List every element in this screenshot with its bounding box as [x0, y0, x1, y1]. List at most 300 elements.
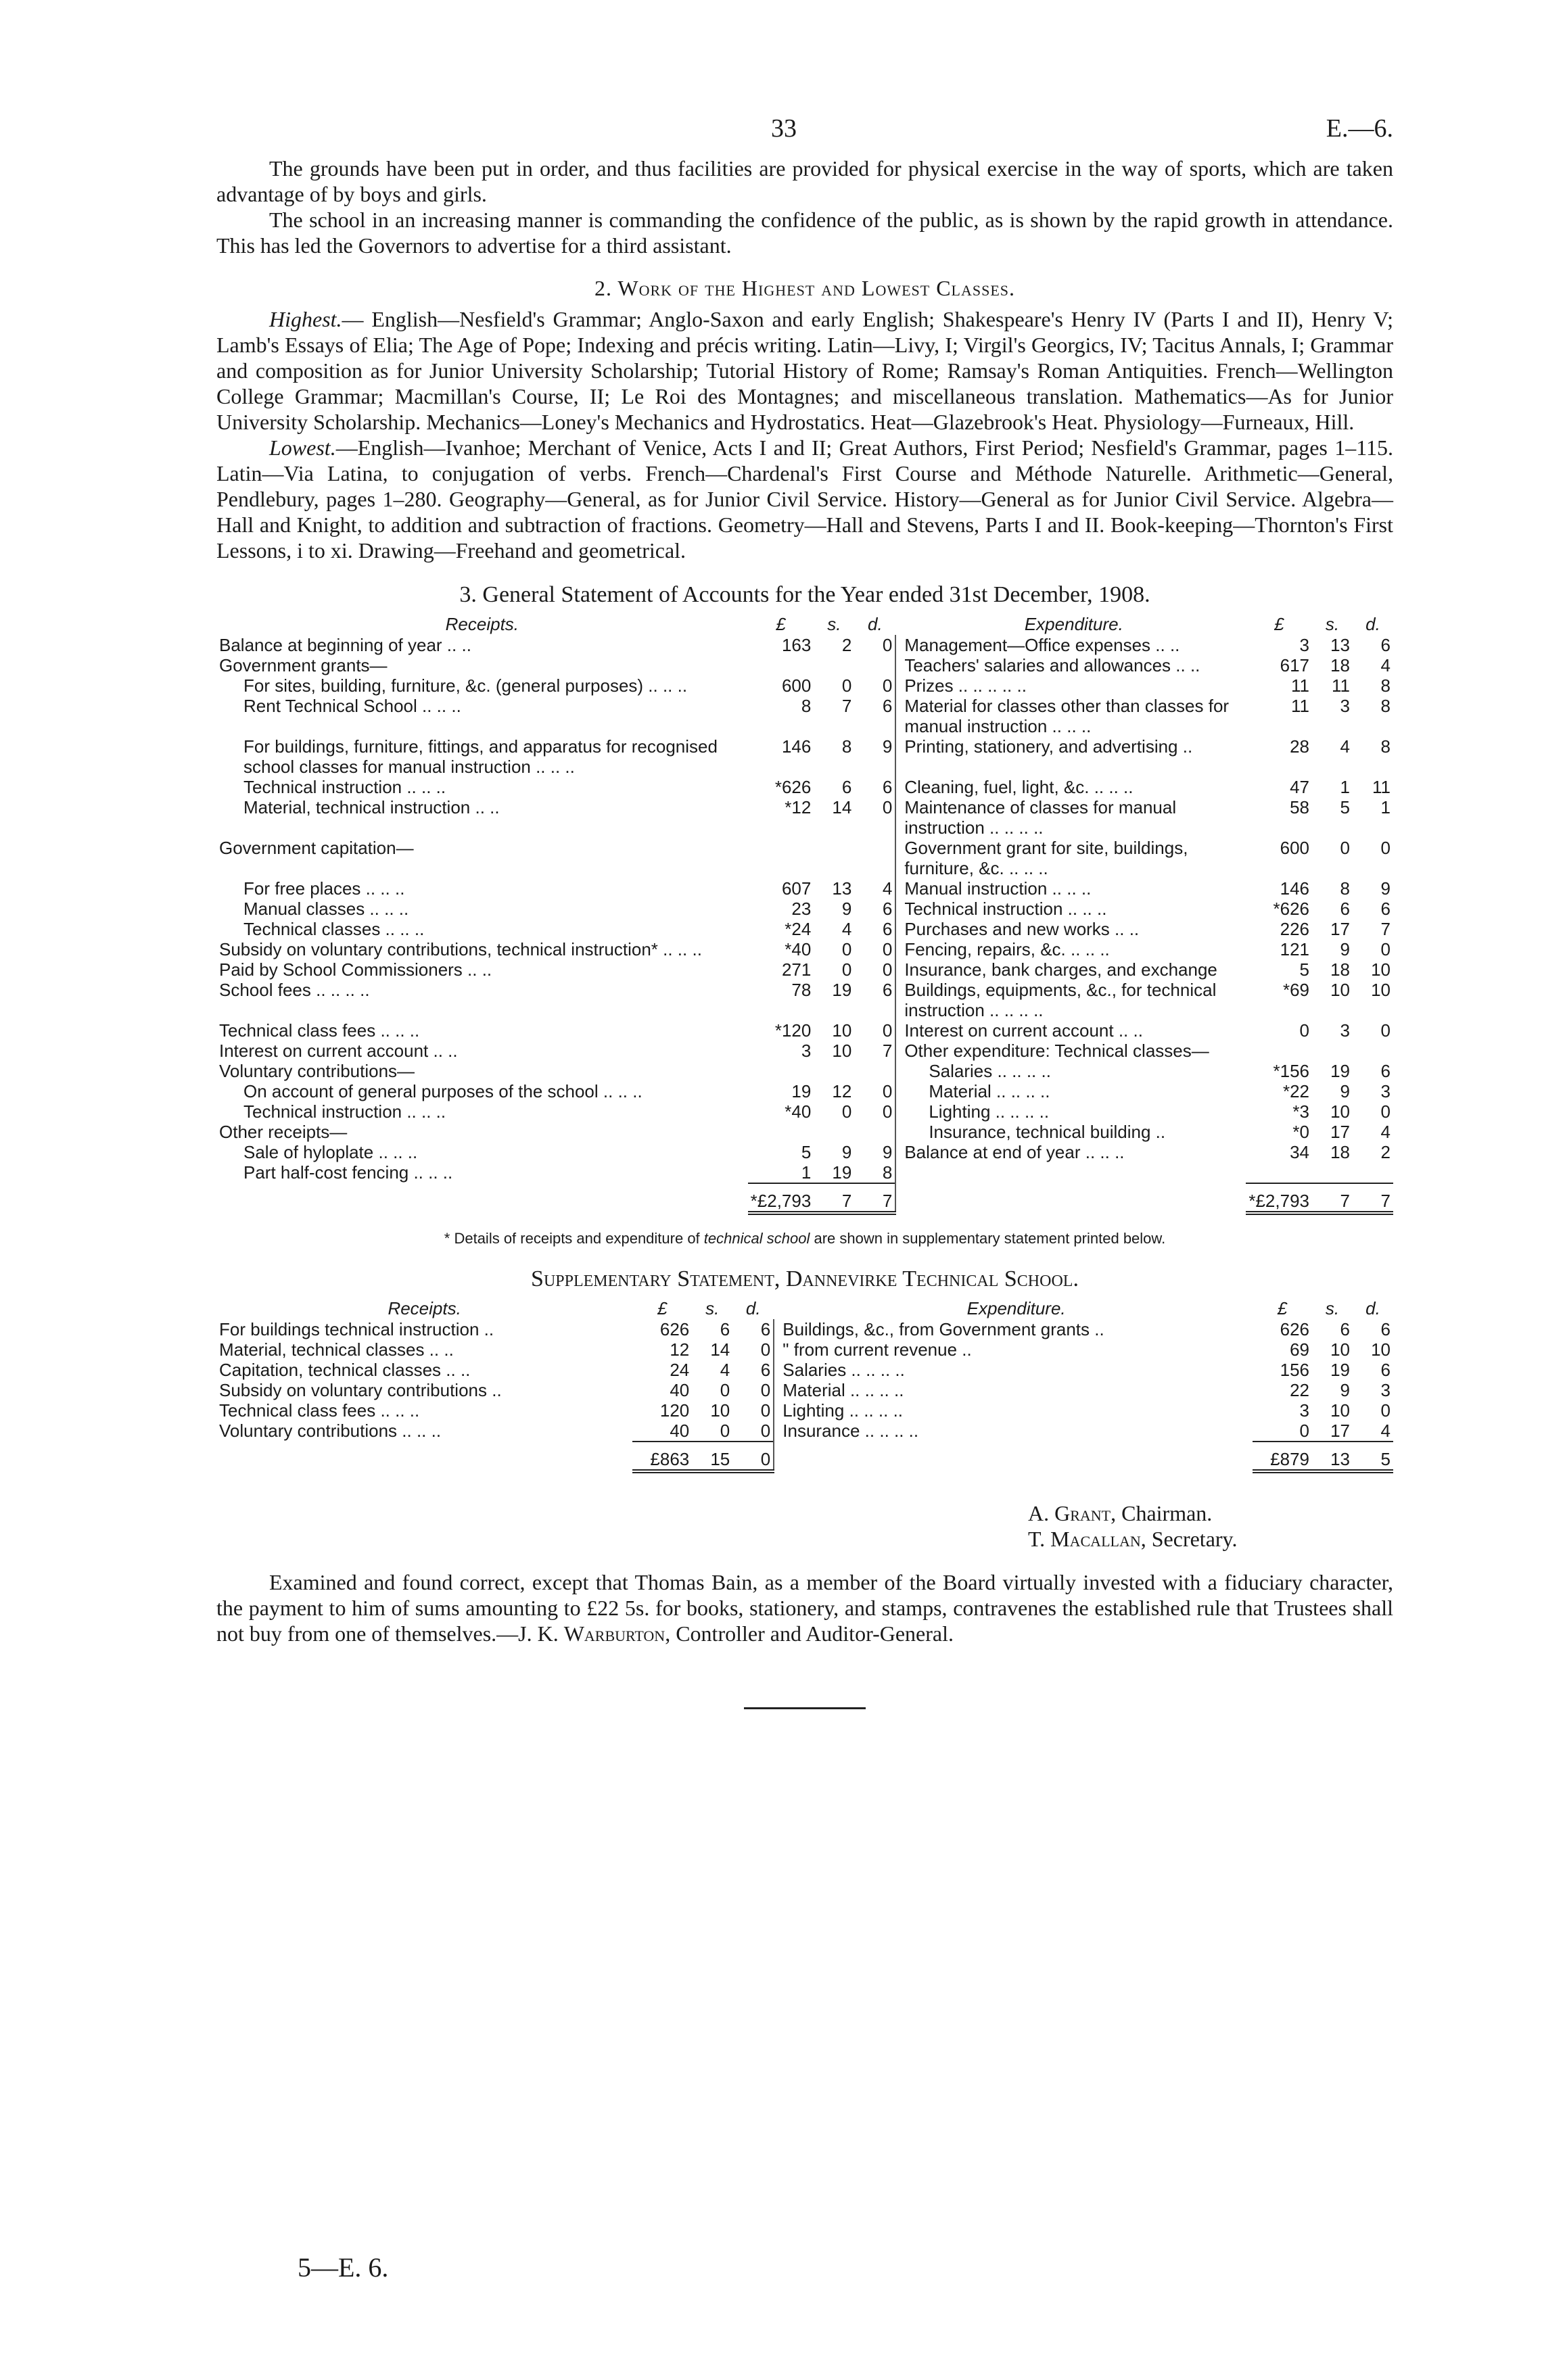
receipt-item-label: For buildings technical instruction .. [219, 1319, 494, 1339]
expenditure-item-pounds: 69 [1290, 1339, 1309, 1360]
expenditure-item-label: Printing, stationery, and advertising .. [904, 736, 1193, 757]
accounts-row [216, 635, 1393, 655]
supplementary-table [216, 1298, 1393, 1473]
work-heading: 2. Work of the Highest and Lowest Classes. [594, 276, 1016, 300]
expenditure-item-pounds: 617 [1280, 655, 1309, 675]
receipt-item-shillings: 0 [841, 675, 852, 696]
column-divider [895, 655, 902, 675]
highest-text: — English—Nesfield's Grammar; Anglo-Saxon and early English; Shakespeare's Henry IV (Parts I and II), Henry V; Lamb's Essays of Elia; The Age of Pope; Indexing and précis writing. Latin—Livy, I; Virgil's Georgics, IV; Tacitus Annals, I; Grammar and composition as for Junior University Scholarship; Tutorial History of Rome; Ramsay's Roman Antiquities. French—Wellington College Grammar; Macmillan's Course, II; Le Roi des Montagnes; and miscellaneous translation. Mathematics—As for Junior University Scholarship. Mechanics—Loney's Mechanics and Hydrostatics. Heat—Glazebrook's Heat. Physiology—Furneaux, Hill. [216, 307, 1393, 434]
receipt-item-pence: 0 [760, 1339, 771, 1360]
expenditure-item-label: Teachers' salaries and allowances .. .. [904, 655, 1200, 675]
receipt-item-label: Other receipts— [219, 1122, 348, 1142]
receipt-item-pence: 0 [882, 797, 893, 817]
expenditure-item-label: Cleaning, fuel, light, &c. .. .. .. [904, 777, 1134, 797]
column-divider [895, 1142, 902, 1162]
secretary-title: , Secretary. [1140, 1527, 1238, 1551]
lowest-class-paragraph [216, 435, 1393, 563]
expenditure-item-shillings [1312, 1041, 1353, 1061]
receipts-total-spacer [216, 1183, 748, 1213]
accounts-row [216, 1081, 1393, 1101]
accounts-row [216, 655, 1393, 675]
receipt-item-pence [854, 655, 895, 675]
sup-expenditure-total-spacer [780, 1442, 1253, 1471]
signature-mark: 5—E. 6. [298, 2252, 389, 2283]
expenditure-item-label: Salaries .. .. .. .. [782, 1360, 905, 1380]
expenditure-item-pence: 3 [1380, 1380, 1391, 1400]
column-divider [774, 1360, 780, 1380]
receipt-item-label: Manual classes .. .. .. [243, 899, 409, 919]
column-divider [895, 613, 902, 635]
column-divider [774, 1339, 780, 1360]
receipt-item-label: Part half-cost fencing .. .. .. [243, 1162, 453, 1183]
receipt-item-shillings [814, 1122, 854, 1142]
expenditure-item-label: Buildings, equipments, &c., for technical instruction .. .. .. .. [904, 980, 1217, 1020]
expenditure-item-pence: 2 [1380, 1142, 1391, 1162]
expenditure-item-label: Prizes .. .. .. .. .. [904, 675, 1027, 696]
receipt-item-pence: 0 [882, 1020, 893, 1041]
receipt-item-label: Rent Technical School .. .. .. [243, 696, 461, 716]
expenditure-item-pounds: *3 [1292, 1101, 1309, 1122]
sup-expenditure-col-pounds: £ [1277, 1298, 1288, 1318]
expenditure-item-pounds: 3 [1299, 1400, 1309, 1421]
receipt-item-pounds: 8 [801, 696, 812, 716]
receipt-item-pounds [748, 838, 814, 878]
expenditure-item-label: Purchases and new works .. .. [904, 919, 1140, 939]
expenditure-item-pounds: 626 [1280, 1319, 1309, 1339]
receipt-item-pence [854, 838, 895, 878]
column-divider [895, 1101, 902, 1122]
receipt-item-shillings: 4 [841, 919, 852, 939]
expenditure-item-label: Insurance .. .. .. .. [782, 1421, 919, 1441]
receipt-item-pence: 7 [882, 1041, 893, 1061]
expenditure-item-pence: 1 [1380, 797, 1391, 817]
expenditure-item-pounds: 11 [1291, 675, 1309, 696]
expenditure-item-pence: 4 [1380, 1122, 1391, 1142]
column-divider [895, 797, 902, 838]
expenditure-total-pence: 7 [1353, 1183, 1393, 1213]
receipt-item-pence: 0 [882, 1081, 893, 1101]
column-divider [895, 1081, 902, 1101]
receipts-total-shillings: 7 [814, 1183, 854, 1213]
expenditure-item-pounds: 5 [1299, 959, 1309, 980]
expenditure-item-label: Lighting .. .. .. .. [929, 1101, 1050, 1122]
expenditure-item-pence: 4 [1380, 1421, 1391, 1441]
expenditure-item-pounds: 34 [1290, 1142, 1309, 1162]
expenditure-item-label: Material .. .. .. .. [929, 1081, 1050, 1101]
expenditure-item-label: Technical instruction .. .. .. [904, 899, 1107, 919]
expenditure-col-pence: d. [1365, 614, 1380, 634]
column-divider [895, 838, 902, 878]
receipt-item-label: Technical class fees .. .. .. [219, 1400, 420, 1421]
receipt-item-label: Material, technical classes .. .. [219, 1339, 454, 1360]
document-ref: E.—6. [1326, 114, 1393, 143]
receipt-item-pence: 6 [760, 1360, 771, 1380]
receipt-item-pence: 0 [882, 675, 893, 696]
receipt-item-pence [854, 1061, 895, 1081]
expenditure-item-pounds: 3 [1299, 635, 1309, 655]
expenditure-item-label: Other expenditure: Technical classes— [904, 1041, 1209, 1061]
receipt-item-pence: 8 [882, 1162, 893, 1183]
column-divider [895, 1020, 902, 1041]
receipts-total-pence: 7 [854, 1183, 895, 1213]
expenditure-item-pounds: 121 [1280, 939, 1309, 959]
receipt-item-pounds: *40 [785, 1101, 812, 1122]
receipt-item-pounds: 607 [781, 878, 812, 899]
receipt-item-pounds: 40 [670, 1421, 690, 1441]
receipt-item-shillings [814, 838, 854, 878]
expenditure-total-shillings: 7 [1312, 1183, 1353, 1213]
receipt-item-pounds: *626 [774, 777, 812, 797]
receipt-item-pence: 0 [760, 1400, 771, 1421]
receipt-item-shillings: 0 [841, 1101, 852, 1122]
expenditure-item-pounds: 58 [1290, 797, 1309, 817]
expenditure-item-shillings: 19 [1330, 1360, 1350, 1380]
expenditure-item-pence: 9 [1380, 878, 1391, 899]
receipt-item-label: On account of general purposes of the school .. .. .. [243, 1081, 642, 1101]
receipt-item-pounds: *12 [785, 797, 812, 817]
expenditure-item-shillings: 0 [1340, 838, 1350, 858]
column-divider [895, 1061, 902, 1081]
supplementary-row [216, 1421, 1393, 1442]
receipt-item-pounds: 1 [801, 1162, 812, 1183]
sup-expenditure-label: Expenditure. [966, 1298, 1066, 1318]
column-divider [895, 878, 902, 899]
audit-text: Examined and found correct, except that Thomas Bain, as a member of the Board virtually invested with a fiduciary character, the payment to him of sums amounting to £22 5s. for books, stationery, and stamps, contravenes the established rule that Trustees shall not buy from one of themselves.—J. K. [216, 1570, 1393, 1646]
column-divider [774, 1380, 780, 1400]
expenditure-item-label: Manual instruction .. .. .. [904, 878, 1092, 899]
receipt-item-pence: 4 [882, 878, 893, 899]
supplementary-row [216, 1400, 1393, 1421]
accounts-row [216, 1122, 1393, 1142]
receipt-item-pounds: 271 [781, 959, 812, 980]
expenditure-item-pounds: *156 [1273, 1061, 1309, 1081]
column-divider [895, 980, 902, 1020]
receipts-total-pounds: *£2,793 [748, 1183, 814, 1213]
intro-paragraph-1: The grounds have been put in order, and thus facilities are provided for physical exercise in the way of sports, which are taken advantage of by boys and girls. [216, 156, 1393, 206]
sup-expenditure-col-shillings: s. [1325, 1298, 1340, 1318]
page-number: 33 [771, 114, 797, 143]
expenditure-item-pounds: 0 [1299, 1020, 1309, 1041]
receipt-item-label: Sale of hyloplate .. .. .. [243, 1142, 418, 1162]
column-divider [895, 899, 902, 919]
receipt-item-shillings: 14 [710, 1339, 730, 1360]
receipt-item-pounds: *120 [774, 1020, 812, 1041]
expenditure-item-pence: 8 [1380, 675, 1391, 696]
expenditure-item-shillings [1312, 1162, 1353, 1183]
supplementary-row [216, 1319, 1393, 1339]
receipt-item-shillings: 6 [720, 1319, 730, 1339]
expenditure-item-label: Buildings, &c., from Government grants .. [782, 1319, 1104, 1339]
receipt-item-pence [854, 1122, 895, 1142]
accounts-row [216, 1041, 1393, 1061]
receipt-item-shillings: 0 [841, 939, 852, 959]
receipt-item-label: Technical instruction .. .. .. [243, 1101, 446, 1122]
expenditure-item-pounds: 47 [1290, 777, 1309, 797]
receipt-item-shillings: 8 [841, 736, 852, 757]
receipts-col-pounds: £ [776, 614, 786, 634]
expenditure-total-spacer [902, 1183, 1246, 1213]
expenditure-item-pounds: 0 [1299, 1421, 1309, 1441]
receipt-item-pence: 6 [882, 777, 893, 797]
expenditure-item-shillings: 18 [1330, 655, 1350, 675]
expenditure-total-pounds: *£2,793 [1246, 1183, 1312, 1213]
expenditure-item-shillings: 1 [1340, 777, 1350, 797]
expenditure-item-pounds: 156 [1280, 1360, 1309, 1380]
expenditure-item-pounds: 226 [1280, 919, 1309, 939]
receipt-item-pounds: 40 [670, 1380, 690, 1400]
expenditure-item-pence: 0 [1380, 838, 1391, 858]
receipt-item-pounds [748, 655, 814, 675]
sup-receipts-col-shillings: s. [705, 1298, 720, 1318]
accounts-row [216, 1142, 1393, 1162]
column-divider [895, 777, 902, 797]
receipt-item-shillings: 6 [841, 777, 852, 797]
receipt-item-shillings: 9 [841, 899, 852, 919]
footnote-part-a: * Details of receipts and expenditure of [444, 1230, 704, 1247]
receipts-col-pence: d. [867, 614, 883, 634]
expenditure-item-label: Salaries .. .. .. .. [929, 1061, 1051, 1081]
expenditure-item-shillings: 5 [1340, 797, 1350, 817]
page-header [216, 108, 1393, 156]
receipt-item-shillings: 0 [841, 959, 852, 980]
receipt-item-pounds: 600 [781, 675, 812, 696]
expenditure-item-pence: 0 [1380, 939, 1391, 959]
receipt-item-pounds: *40 [785, 939, 812, 959]
receipt-item-shillings: 4 [720, 1360, 730, 1380]
receipt-item-shillings: 9 [841, 1142, 852, 1162]
accounts-row [216, 939, 1393, 959]
expenditure-item-shillings: 10 [1330, 1339, 1350, 1360]
expenditure-item-shillings: 8 [1340, 878, 1350, 899]
signature-block [1028, 1500, 1393, 1552]
receipt-item-pence: 0 [882, 939, 893, 959]
expenditure-item-pounds: 28 [1290, 736, 1309, 757]
receipt-item-pence: 0 [882, 1101, 893, 1122]
receipt-item-pounds: 626 [659, 1319, 690, 1339]
receipts-label: Receipts. [445, 614, 519, 634]
expenditure-col-pounds: £ [1274, 614, 1284, 634]
expenditure-item-shillings: 9 [1340, 1081, 1350, 1101]
lowest-text: —English—Ivanhoe; Merchant of Venice, Acts I and II; Great Authors, First Period; Nesfield's Grammar, pages 1–115. Latin—Via Latina, to conjugation of verbs. French—Chardenal's First Course and Méthode Naturelle. Arithmetic—General, Pendlebury, pages 1–280. Geography—General, as for Junior Civil Service. History—General as for Junior Civil Service. Algebra—Hall and Knight, to addition and subtraction of fractions. Geometry—Hall and Stevens, Parts I and II. Book-keeping—Thornton's First Lessons, i to xi. Drawing—Freehand and geometrical. [216, 435, 1393, 563]
expenditure-item-pence: 8 [1380, 736, 1391, 757]
receipt-item-pence: 6 [882, 980, 893, 1000]
expenditure-item-label: Insurance, technical building .. [929, 1122, 1166, 1142]
receipt-item-shillings [814, 655, 854, 675]
receipt-item-shillings: 10 [832, 1020, 852, 1041]
accounts-row [216, 838, 1393, 878]
receipt-item-shillings: 14 [832, 797, 852, 817]
receipt-item-label: Technical instruction .. .. .. [243, 777, 446, 797]
supplementary-table-body [216, 1319, 1393, 1442]
receipt-item-pounds: 3 [801, 1041, 812, 1061]
accounts-row [216, 736, 1393, 777]
receipt-item-pounds: 5 [801, 1142, 812, 1162]
expenditure-item-shillings: 18 [1330, 959, 1350, 980]
expenditure-item-pounds [1246, 1162, 1312, 1183]
receipt-item-pence: 6 [882, 696, 893, 716]
expenditure-item-pence: 10 [1371, 980, 1391, 1000]
closing-rule [744, 1707, 866, 1709]
receipt-item-label: Paid by School Commissioners .. .. [219, 959, 492, 980]
supplementary-row [216, 1360, 1393, 1380]
secretary-signature [1028, 1526, 1393, 1552]
supplementary-row [216, 1380, 1393, 1400]
receipt-item-label: Interest on current account .. .. [219, 1041, 458, 1061]
receipt-item-pounds: *24 [785, 919, 812, 939]
auditor-name: Warburton [563, 1621, 665, 1646]
accounts-row [216, 675, 1393, 696]
receipt-item-label: For free places .. .. .. [243, 878, 405, 899]
column-divider [774, 1319, 780, 1339]
receipt-item-shillings: 10 [710, 1400, 730, 1421]
expenditure-item-label: " from current revenue .. [782, 1339, 972, 1360]
column-divider [895, 939, 902, 959]
expenditure-item-shillings: 11 [1332, 675, 1350, 696]
receipt-item-pounds [748, 1122, 814, 1142]
receipt-item-pence: 6 [760, 1319, 771, 1339]
expenditure-item-shillings: 10 [1330, 1400, 1350, 1421]
column-divider [895, 1122, 902, 1142]
accounts-table [216, 613, 1393, 1215]
accounts-row [216, 959, 1393, 980]
expenditure-item-pounds: *0 [1292, 1122, 1309, 1142]
expenditure-label: Expenditure. [1024, 614, 1123, 634]
accounts-row [216, 1101, 1393, 1122]
accounts-footnote [216, 1230, 1393, 1247]
receipt-item-label: Material, technical instruction .. .. [243, 797, 500, 817]
expenditure-item-pence [1353, 1162, 1393, 1183]
receipt-item-pence: 0 [760, 1380, 771, 1400]
accounts-row [216, 1162, 1393, 1183]
receipt-item-shillings [814, 1061, 854, 1081]
column-divider [774, 1400, 780, 1421]
expenditure-item-pounds: 22 [1290, 1380, 1309, 1400]
expenditure-item-pounds: *626 [1273, 899, 1309, 919]
accounts-row [216, 696, 1393, 736]
column-divider [774, 1421, 780, 1442]
receipt-item-pounds: 120 [659, 1400, 690, 1421]
sup-expenditure-total-pence: 5 [1353, 1442, 1393, 1471]
expenditure-item-shillings: 17 [1330, 1122, 1350, 1142]
expenditure-item-pence: 6 [1380, 1319, 1391, 1339]
lowest-label: Lowest. [269, 435, 336, 460]
footnote-part-b: technical school [703, 1230, 810, 1247]
expenditure-item-shillings: 6 [1340, 899, 1350, 919]
receipt-item-shillings: 19 [832, 980, 852, 1000]
receipt-item-label: Subsidy on voluntary contributions, technical instruction* .. .. .. [219, 939, 702, 959]
receipt-item-shillings: 0 [720, 1421, 730, 1441]
sup-expenditure-total-shillings: 13 [1312, 1442, 1353, 1471]
sup-receipts-total-spacer [216, 1442, 632, 1471]
receipt-item-label: Balance at beginning of year .. .. [219, 635, 471, 655]
receipt-item-pence: 0 [882, 959, 893, 980]
expenditure-item-label: Lighting .. .. .. .. [782, 1400, 904, 1421]
accounts-table-body [216, 635, 1393, 1183]
expenditure-item-label: Balance at end of year .. .. .. [904, 1142, 1125, 1162]
column-divider [895, 1162, 902, 1183]
expenditure-item-pounds: 146 [1280, 878, 1309, 899]
receipt-item-label: School fees .. .. .. .. [219, 980, 370, 1000]
expenditure-item-pounds [1246, 1041, 1312, 1061]
expenditure-item-shillings: 9 [1340, 939, 1350, 959]
expenditure-item-pence: 8 [1380, 696, 1391, 716]
footnote-part-c: are shown in supplementary statement printed below. [810, 1230, 1166, 1247]
receipt-item-label: Subsidy on voluntary contributions .. [219, 1380, 502, 1400]
accounts-row [216, 777, 1393, 797]
accounts-row [216, 797, 1393, 838]
sup-expenditure-col-pence: d. [1365, 1298, 1380, 1318]
column-divider [895, 696, 902, 736]
expenditure-item-shillings: 13 [1330, 635, 1350, 655]
receipt-item-pounds: 19 [791, 1081, 812, 1101]
column-divider [774, 1298, 780, 1319]
sup-receipts-total-shillings: 15 [692, 1442, 732, 1471]
sup-receipts-col-pounds: £ [657, 1298, 668, 1318]
expenditure-item-pence: 6 [1380, 1360, 1391, 1380]
receipt-item-shillings: 7 [841, 696, 852, 716]
expenditure-item-label: Fencing, repairs, &c. .. .. .. [904, 939, 1110, 959]
expenditure-item-label: Government grant for site, buildings, furniture, &c. .. .. .. [904, 838, 1188, 878]
supplementary-row [216, 1339, 1393, 1360]
sup-receipts-total-pence: 0 [732, 1442, 774, 1471]
expenditure-item-pence: 10 [1371, 1339, 1391, 1360]
column-divider [895, 736, 902, 777]
expenditure-item-shillings: 19 [1330, 1061, 1350, 1081]
receipt-item-label: Technical class fees .. .. .. [219, 1020, 420, 1041]
expenditure-item-shillings: 18 [1330, 1142, 1350, 1162]
secretary-name: T. Macallan [1028, 1527, 1141, 1551]
supplementary-table-header [216, 1298, 1393, 1319]
receipt-item-label: Government capitation— [219, 838, 414, 858]
receipt-item-pence: 9 [882, 736, 893, 757]
expenditure-item-pence: 3 [1380, 1081, 1391, 1101]
expenditure-item-pence: 0 [1380, 1101, 1391, 1122]
column-divider [895, 959, 902, 980]
supplementary-heading: Supplementary Statement, Dannevirke Technical School. [531, 1266, 1079, 1291]
accounts-row [216, 1061, 1393, 1081]
receipt-item-pounds: 146 [781, 736, 812, 757]
accounts-table-header [216, 613, 1393, 635]
expenditure-item-shillings: 6 [1340, 1319, 1350, 1339]
expenditure-item-pounds: 11 [1291, 696, 1309, 716]
receipt-item-pence: 0 [760, 1421, 771, 1441]
column-divider [895, 635, 902, 655]
expenditure-item-shillings: 3 [1340, 1020, 1350, 1041]
expenditure-item-shillings: 17 [1330, 1421, 1350, 1441]
receipt-item-shillings: 10 [832, 1041, 852, 1061]
expenditure-item-pence: 11 [1372, 777, 1391, 797]
expenditure-item-pence: 7 [1380, 919, 1391, 939]
accounts-row [216, 919, 1393, 939]
receipt-item-shillings: 0 [720, 1380, 730, 1400]
receipt-item-label: Capitation, technical classes .. .. [219, 1360, 471, 1380]
expenditure-item-label: Interest on current account .. .. [904, 1020, 1143, 1041]
receipt-item-pounds: 163 [781, 635, 812, 655]
accounts-row [216, 899, 1393, 919]
auditor-title: , Controller and Auditor-General. [665, 1621, 954, 1646]
expenditure-item-pence: 6 [1380, 1061, 1391, 1081]
receipt-item-pounds: 12 [670, 1339, 690, 1360]
receipt-item-label: Government grants— [219, 655, 388, 675]
expenditure-item-shillings: 10 [1330, 1101, 1350, 1122]
receipt-item-shillings: 12 [832, 1081, 852, 1101]
sup-receipts-total-pounds: £863 [632, 1442, 692, 1471]
expenditure-item-shillings: 4 [1340, 736, 1350, 757]
supplementary-totals-row [216, 1442, 1393, 1471]
receipt-item-pounds: 23 [791, 899, 812, 919]
receipt-item-shillings: 13 [832, 878, 852, 899]
expenditure-item-pence: 6 [1380, 899, 1391, 919]
